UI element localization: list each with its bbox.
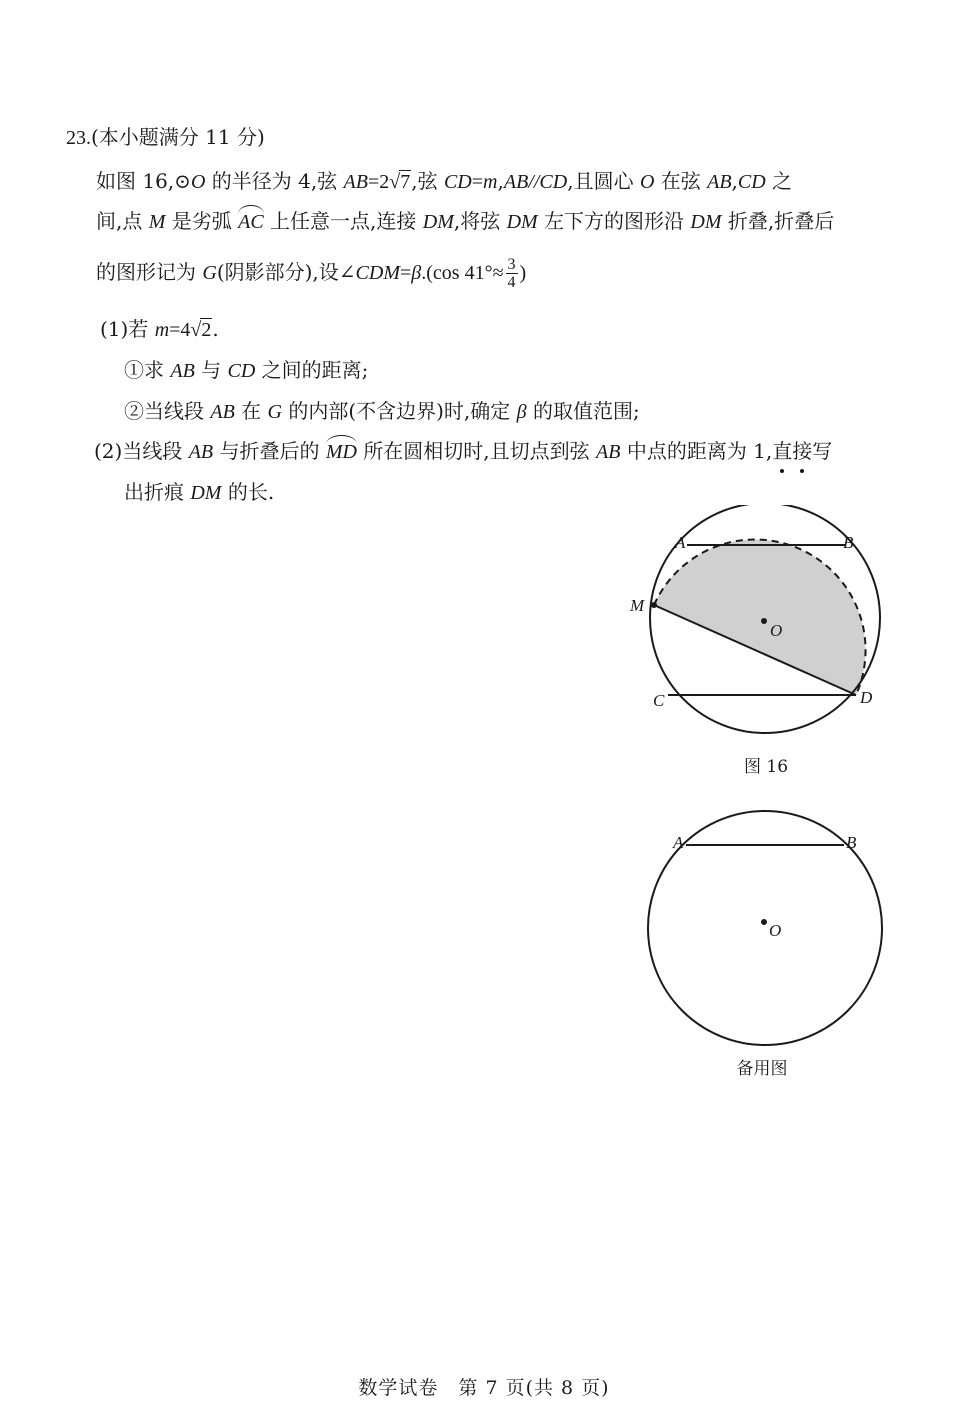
part1-text: (1)若 [100, 317, 155, 341]
math-var: β [411, 262, 422, 284]
q2-text: 的取值范围; [526, 399, 640, 423]
math-var: m [483, 171, 498, 193]
stem-text: , [497, 169, 504, 193]
part2-text: 中点的距离为 1, [620, 439, 773, 463]
math-var: CD [227, 360, 256, 382]
stem-text: ,弦 [411, 169, 444, 193]
figure-16-caption: 图 16 [743, 757, 789, 777]
math-text: = [471, 171, 484, 193]
part2-text: 的长. [221, 480, 275, 504]
point-m [651, 602, 657, 608]
math-var: β [516, 401, 527, 423]
spare-figure-caption: 备用图 [736, 1059, 788, 1079]
stem-text: (阴影部分),设∠ [216, 260, 356, 284]
part2-text: 出折痕 [124, 480, 191, 504]
label-d: D [860, 688, 873, 707]
math-var: AB [210, 401, 235, 423]
math-var: G [267, 401, 282, 423]
stem-text: 如图 16, [96, 169, 175, 193]
q1-text: 之间的距离; [255, 358, 369, 382]
stem-text: 之 [765, 169, 793, 193]
math-var: AB [188, 441, 214, 463]
stem-text: 左下方的图形沿 [537, 209, 691, 233]
stem-text: 在弦 [654, 169, 708, 193]
stem-text: 上任意一点,连接 [263, 209, 423, 233]
fraction-numerator: 3 [507, 256, 516, 273]
stem-text: 是劣弧 [165, 209, 239, 233]
part2-text: 所在圆相切时,且切点到弦 [356, 439, 597, 463]
math-var: DM [506, 211, 538, 233]
spare-figure [620, 808, 900, 1048]
fraction [506, 256, 518, 291]
q1-text: 与 [194, 358, 228, 382]
part1-question-2 [124, 398, 640, 425]
math-text: ) [519, 262, 527, 284]
stem-text: 折叠,折叠后 [721, 209, 835, 233]
stem-text: 的图形记为 [96, 260, 203, 284]
stem-line-3 [96, 256, 526, 291]
stem-line-1 [96, 168, 792, 195]
spare-label-o: O [769, 921, 782, 940]
part1-text: . [212, 317, 219, 341]
math-var: m [154, 319, 170, 341]
problem-number: 23. [66, 127, 91, 149]
math-var: DM [190, 482, 222, 504]
sqrt-radicand: 2 [201, 319, 212, 341]
spare-label-a: A [673, 833, 684, 852]
label-m: M [630, 596, 645, 615]
math-text: .(cos 41°≈ [421, 262, 504, 284]
spare-center-o [761, 919, 767, 925]
center-o [761, 618, 767, 624]
part2-line-1 [94, 438, 832, 465]
math-var: CDM [355, 262, 400, 284]
math-var: M [148, 211, 166, 233]
sqrt-sign: √ [190, 319, 202, 341]
label-o: O [770, 621, 783, 640]
q2-text: 在 [234, 399, 268, 423]
math-var: DM [690, 211, 722, 233]
part1-question-1 [124, 357, 368, 384]
label-c: C [653, 691, 665, 710]
math-text: = [400, 262, 412, 284]
stem-text: , [731, 169, 738, 193]
part2-text: (2)当线段 [94, 439, 189, 463]
math-var: CD [443, 171, 472, 193]
figure-16 [620, 505, 900, 745]
math-text: =2 [367, 171, 390, 193]
math-var: O [190, 171, 206, 193]
math-var: CD [737, 171, 766, 193]
problem-header [66, 124, 265, 151]
spare-label-b: B [846, 833, 857, 852]
math-var: AB [707, 171, 732, 193]
math-var: AB [503, 171, 529, 193]
math-var: CD [539, 171, 568, 193]
part2-text: 写 [812, 439, 833, 463]
fraction-denominator: 4 [507, 274, 516, 291]
sqrt-sign: √ [389, 171, 401, 193]
arc-AC: AC [238, 211, 264, 233]
math-var: AB [596, 441, 621, 463]
math-var: AB [343, 171, 368, 193]
math-var: O [639, 171, 655, 193]
math-var: G [202, 262, 217, 284]
math-var: AB [170, 360, 195, 382]
math-text: =4 [169, 319, 191, 341]
label-a: A [675, 533, 686, 552]
page-footer: 数学试卷 第 7 页(共 8 页) [358, 1377, 610, 1399]
stem-text: ,将弦 [453, 209, 507, 233]
math-var: DM [422, 211, 454, 233]
sqrt-radicand: 7 [400, 171, 411, 193]
stem-text: 的半径为 4,弦 [205, 169, 344, 193]
parallel-symbol: // [528, 171, 540, 193]
stem-text: ,且圆心 [567, 169, 640, 193]
q1-text: ①求 [124, 358, 171, 382]
part2-line-2 [124, 479, 274, 506]
part1-line [100, 316, 219, 343]
arc-MD: MD [325, 441, 357, 463]
problem-score: (本小题满分 11 分) [91, 125, 265, 149]
stem-line-2 [96, 208, 834, 235]
emphasis-char: 接 [792, 439, 813, 463]
stem-text: 间,点 [96, 209, 149, 233]
emphasis-char: 直 [772, 439, 793, 463]
q2-text: ②当线段 [124, 399, 211, 423]
circle-symbol: ⊙ [174, 169, 191, 193]
part2-text: 与折叠后的 [213, 439, 326, 463]
label-b: B [843, 533, 854, 552]
q2-text: 的内部(不含边界)时,确定 [281, 399, 517, 423]
